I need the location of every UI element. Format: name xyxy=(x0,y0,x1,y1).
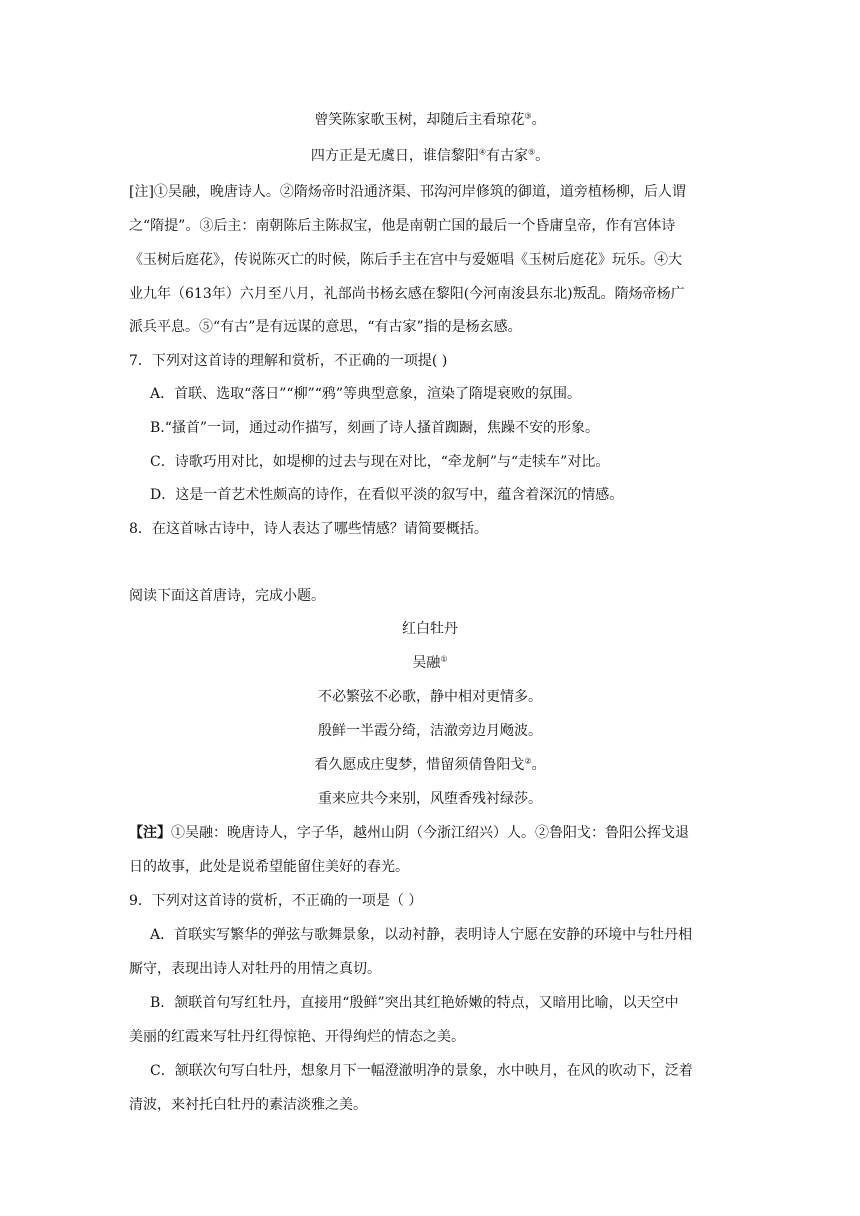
question-7-option-d: D．这是一首艺术性颇高的诗作，在看似平淡的叙写中，蕴含着深沉的情感。 xyxy=(150,487,624,503)
poem1-note-line: 派兵平息。⑤“有古”是有远谋的意思，“有古家”指的是杨玄感。 xyxy=(129,319,522,335)
section-intro: 阅读下面这首唐诗，完成小题。 xyxy=(129,588,325,604)
question-9-option-b: B．颔联首句写红牡丹，直接用“殷鲜”突出其红艳娇嫩的特点，又暗用比喻，以天空中 xyxy=(150,995,679,1011)
poem2-author: 吴融① xyxy=(412,654,448,671)
footnote-marker: ⑤ xyxy=(528,147,536,157)
notes-label: 【注】 xyxy=(129,825,171,841)
question-7-option-b: B.“搔首”一词，通过动作描写，刻画了诗人搔首踟蹰，焦躁不安的形象。 xyxy=(150,420,600,436)
poem2-line: 殷鲜一半霞分绮，洁澈旁边月飏波。 xyxy=(318,723,542,739)
poem2-line: 重来应共今来别，风堕香残衬绿莎。 xyxy=(318,791,542,807)
poem2-line: 不必繁弦不必歌，静中相对更情多。 xyxy=(318,689,542,705)
footnote-marker: ② xyxy=(524,756,532,766)
footnote-marker: ④ xyxy=(478,147,486,157)
question-9-option-c-cont: 清波，来衬托白牡丹的素洁淡雅之美。 xyxy=(129,1097,367,1113)
poem2-title: 红白牡丹 xyxy=(402,621,458,637)
question-7-option-c: C．诗歌巧用对比，如堤柳的过去与现在对比，“牵龙舸”与“走犊车”对比。 xyxy=(150,454,610,470)
question-8-stem: 8．在这首咏古诗中，诗人表达了哪些情感？请简要概括。 xyxy=(129,521,488,537)
question-7-option-a: A．首联、选取“落日”“柳”“鸦”等典型意象，渲染了隋堤衰败的氛围。 xyxy=(150,386,582,402)
poem2-note-line: 【注】①吴融：晚唐诗人，字子华，越州山阴（今浙江绍兴）人。②鲁阳戈：鲁阳公挥戈退 xyxy=(129,825,689,841)
poem1-line-4: 四方正是无虞日，谁信黎阳④有古家⑤。 xyxy=(310,147,550,164)
footnote-marker: ① xyxy=(440,654,448,664)
poem1-note-line: 《玉树后庭花》，传说陈灭亡的时候，陈后手主在宫中与爱姬唱《玉树后庭花》玩乐。④大 xyxy=(129,252,682,268)
question-9-option-a-cont: 厮守，表现出诗人对牡丹的用情之真切。 xyxy=(129,961,381,977)
question-9-option-c: C．颔联次句写白牡丹，想象月下一幅澄澈明净的景象，水中映月，在风的吹动下，泛着 xyxy=(150,1063,693,1079)
poem1-line-3: 曾笑陈家歌玉树，却随后主看琼花③。 xyxy=(314,111,546,128)
poem1-note-line: [注]①吴融，晚唐诗人。②隋炀帝时沿通济渠、邗沟河岸修筑的御道，道旁植杨柳，后人谓 xyxy=(129,184,686,200)
poem2-line: 看久愿成庄叟梦，惜留须倩鲁阳戈②。 xyxy=(314,756,546,773)
poem2-note-line: 日的故事，此处是说希望能留住美好的春光。 xyxy=(129,859,409,875)
question-7-stem: 7．下列对这首诗的理解和赏析，不正确的一项提( ) xyxy=(129,353,448,369)
question-9-option-b-cont: 美丽的红霞来写牡丹红得惊艳、开得绚烂的情态之美。 xyxy=(129,1029,465,1045)
question-9-stem: 9．下列对这首诗的赏析，不正确的一项是（ ） xyxy=(129,893,423,909)
question-9-option-a: A．首联实写繁华的弹弦与歌舞景象，以动衬静，表明诗人宁愿在安静的环境中与牡丹相 xyxy=(150,927,693,943)
footnote-marker: ③ xyxy=(524,111,532,121)
poem1-note-line: 之“隋提”。③后主：南朝陈后主陈叔宝，他是南朝亡国的最后一个昏庸皇帝，作有宫体诗 xyxy=(129,218,676,234)
poem1-note-line: 业九年（613年）六月至八月，礼部尚书杨玄感在黎阳(今河南浚县东北)叛乱。隋炀帝杨广 xyxy=(129,286,685,302)
